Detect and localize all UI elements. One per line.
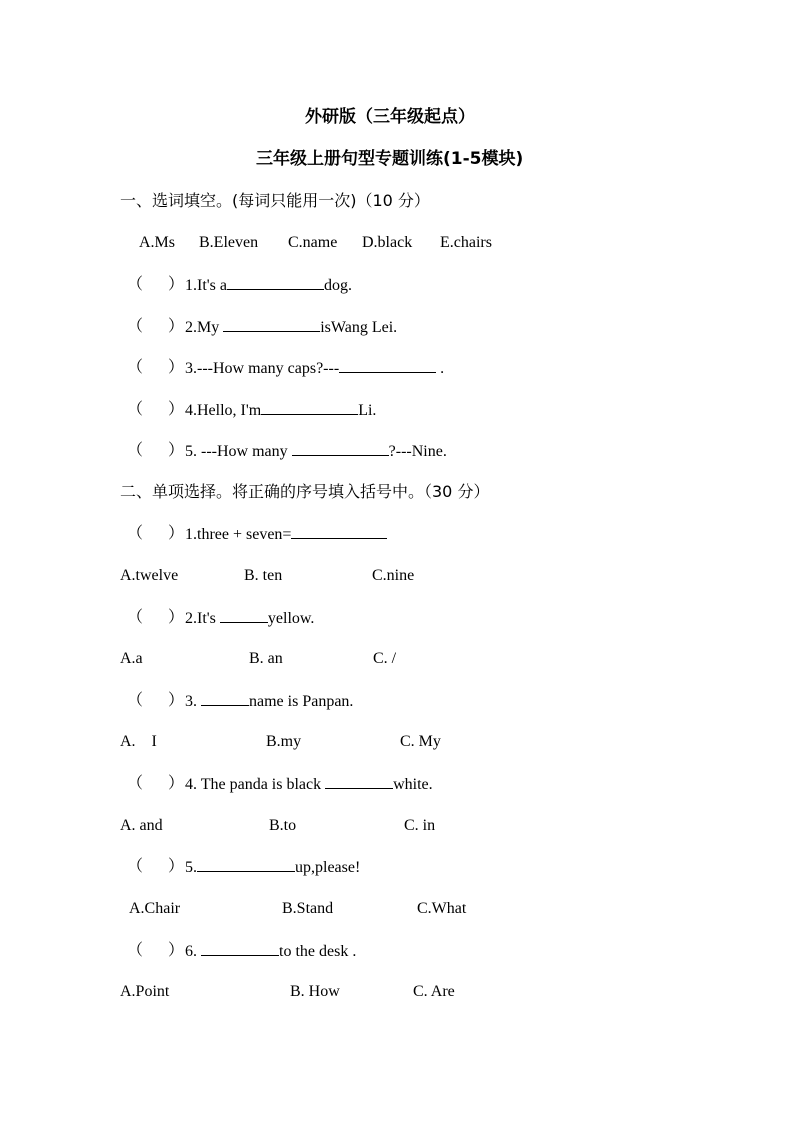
choice-b[interactable]: B.to [269,817,297,834]
answer-paren-open: （ [127,775,144,792]
question-suffix: Li. [358,402,377,419]
question-suffix: ?---Nine. [388,443,447,460]
question-prefix: 2.It's [185,610,220,627]
answer-paren-open: （ [127,276,144,293]
answer-paren-open: （ [127,692,144,709]
answer-paren-close: ） [168,692,185,709]
section-2-heading: 二、单项选择。将正确的序号填入括号中。（30 分） [120,482,490,501]
answer-paren-open: （ [127,401,144,418]
question-prefix: 1.three + seven= [185,526,292,543]
answer-blank[interactable] [291,524,387,539]
answer-paren-close: ） [168,525,185,542]
answer-paren-open: （ [127,609,144,626]
question-prefix: 4.Hello, I'm [185,402,262,419]
choice-b[interactable]: B. ten [244,567,283,584]
answer-paren-close: ） [168,858,185,875]
choice-a[interactable]: A.twelve [120,567,179,584]
answer-paren-close: ） [168,318,185,335]
choice-a[interactable]: A.Point [120,983,170,1000]
choice-b[interactable]: B. an [249,650,283,667]
question-text [185,317,397,338]
question-suffix: dog. [323,277,352,294]
answer-paren-open: （ [127,318,144,335]
option-e: E.chairs [440,234,492,251]
option-c: C.name [288,234,338,251]
question-suffix: yellow. [267,610,315,627]
answer-paren-open: （ [127,359,144,376]
question-suffix: white. [393,776,433,793]
answer-paren-open: （ [127,942,144,959]
answer-blank[interactable] [201,941,279,956]
choice-b[interactable]: B.Stand [282,900,334,917]
question-prefix: 3.---How many caps?--- [185,360,340,377]
question-prefix: 1.It's a [185,277,227,294]
answer-blank[interactable] [261,400,358,415]
answer-paren-open: （ [127,442,144,459]
answer-paren-close: ） [168,442,185,459]
answer-paren-open: （ [127,858,144,875]
choice-c[interactable]: C. My [400,733,441,750]
answer-blank[interactable] [201,691,249,706]
question-suffix: name is Panpan. [249,693,354,710]
answer-blank[interactable] [220,608,268,623]
question-suffix: up,please! [295,859,361,876]
choice-c[interactable]: C. / [373,650,397,667]
question-text [185,941,356,962]
question-text [185,400,376,421]
choice-c[interactable]: C. in [404,817,436,834]
question-text [185,358,444,379]
question-prefix: 5. ---How many [185,443,292,460]
answer-paren-close: ） [168,609,185,626]
choice-b[interactable]: B.my [266,733,302,750]
answer-paren-close: ） [168,276,185,293]
question-text [185,524,387,545]
document-subtitle: 三年级上册句型专题训练(1-5模块) [256,149,524,169]
question-prefix: 6. [185,943,201,960]
question-prefix: 2.My [185,319,224,336]
answer-paren-close: ） [168,942,185,959]
document-title: 外研版（三年级起点） [305,107,475,127]
question-text [185,691,353,712]
question-prefix: 5. [185,859,197,876]
choice-b[interactable]: B. How [290,983,340,1000]
answer-blank[interactable] [325,774,393,789]
answer-paren-close: ） [168,401,185,418]
answer-paren-open: （ [127,525,144,542]
question-suffix: to the desk . [279,943,357,960]
choice-a[interactable]: A.a [120,650,143,667]
question-text [185,441,447,462]
option-a: A.Ms [139,234,176,251]
answer-blank[interactable] [223,317,320,332]
choice-c[interactable]: C.nine [372,567,415,584]
choice-a[interactable]: A.Chair [129,900,181,917]
question-suffix: . [436,360,445,377]
question-prefix: 3. [185,693,201,710]
choice-a[interactable]: A. and [120,817,163,834]
option-d: D.black [362,234,413,251]
choice-a[interactable]: A. I [120,733,157,750]
section-1-heading: 一、选词填空。(每词只能用一次)（10 分） [120,191,430,210]
choice-c[interactable]: C.What [417,900,467,917]
choice-c[interactable]: C. Are [413,983,455,1000]
question-text [185,608,314,629]
question-suffix: isWang Lei. [320,319,398,336]
question-prefix: 4. The panda is black [185,776,326,793]
question-text [185,774,433,795]
answer-blank[interactable] [197,857,295,872]
question-text [185,857,360,878]
answer-blank[interactable] [292,441,389,456]
option-b: B.Eleven [199,234,259,251]
answer-paren-close: ） [168,359,185,376]
answer-blank[interactable] [339,358,436,373]
answer-blank[interactable] [227,275,324,290]
answer-paren-close: ） [168,775,185,792]
question-text [185,275,352,296]
